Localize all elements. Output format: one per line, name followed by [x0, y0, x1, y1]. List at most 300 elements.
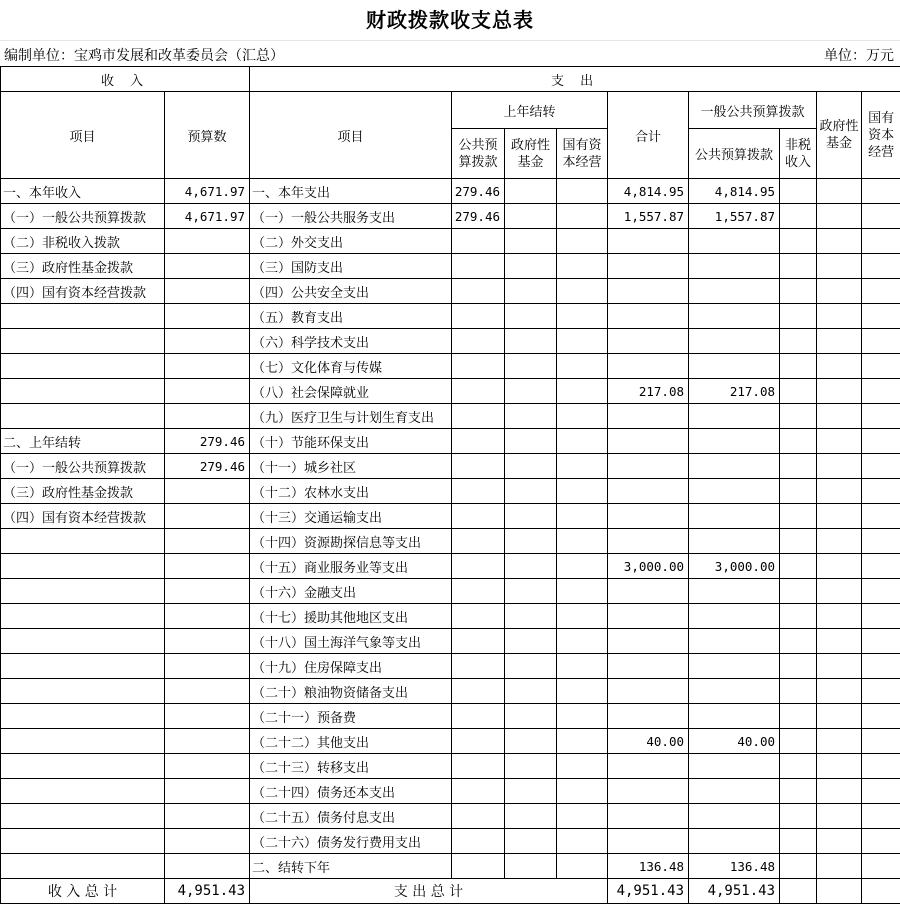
table-row — [1, 354, 900, 379]
budget-table — [0, 66, 900, 904]
income-total-label: 收 入 总 计 — [1, 879, 165, 904]
income-item-cell — [1, 554, 165, 579]
non-tax-amount-cell — [780, 254, 817, 279]
last-year-gov-fund-cell — [505, 329, 557, 354]
non-tax-amount-cell — [780, 679, 817, 704]
income-item-cell — [1, 829, 165, 854]
total-amount-cell: 136.48 — [608, 854, 689, 879]
last-year-gov-fund-cell — [505, 829, 557, 854]
expense-item-cell: （二）外交支出 — [250, 229, 452, 254]
table-row — [1, 304, 900, 329]
expense-item-cell: （六）科学技术支出 — [250, 329, 452, 354]
income-item-cell — [1, 779, 165, 804]
gov-fund-amount-cell — [817, 779, 862, 804]
expense-header: 支 出 — [250, 67, 900, 92]
income-amount-cell — [165, 804, 250, 829]
total-amount-cell — [608, 679, 689, 704]
last-year-state-capital-cell — [557, 754, 608, 779]
non-tax-amount-cell — [780, 329, 817, 354]
income-item-cell — [1, 304, 165, 329]
non-tax-amount-cell — [780, 304, 817, 329]
last-year-public-cell — [452, 279, 505, 304]
table-row — [1, 754, 900, 779]
last-year-state-capital-cell — [557, 354, 608, 379]
last-year-public-cell — [452, 829, 505, 854]
general-public-budget-cell — [689, 579, 780, 604]
compiling-unit: 编制单位：宝鸡市发展和改革委员会（汇总） — [4, 48, 284, 64]
non-tax-amount-cell — [780, 554, 817, 579]
general-public-budget-cell — [689, 704, 780, 729]
table-row — [1, 704, 900, 729]
table-row — [1, 479, 900, 504]
last-year-state-capital-cell — [557, 404, 608, 429]
gov-fund-amount-cell — [817, 529, 862, 554]
expense-item-cell: （十五）商业服务业等支出 — [250, 554, 452, 579]
gov-fund-amount-cell — [817, 654, 862, 679]
state-capital-amount-cell — [862, 654, 900, 679]
gov-fund-amount-cell — [817, 829, 862, 854]
last-year-public-cell — [452, 354, 505, 379]
general-public-budget-cell — [689, 404, 780, 429]
state-capital-amount-cell — [862, 479, 900, 504]
general-public-budget-cell — [689, 454, 780, 479]
state-capital-amount-cell — [862, 729, 900, 754]
expense-item-cell: （十八）国土海洋气象等支出 — [250, 629, 452, 654]
non-tax-amount-cell — [780, 279, 817, 304]
gov-fund-amount-cell — [817, 454, 862, 479]
non-tax-amount-cell — [780, 604, 817, 629]
total-amount-cell — [608, 429, 689, 454]
total-amount-cell: 40.00 — [608, 729, 689, 754]
income-amount-cell: 279.46 — [165, 429, 250, 454]
total-amount-cell: 1,557.87 — [608, 204, 689, 229]
last-year-gov-fund-cell — [505, 229, 557, 254]
income-item-cell — [1, 604, 165, 629]
expense-item-cell: （二十一）预备费 — [250, 704, 452, 729]
last-year-public-cell — [452, 629, 505, 654]
income-amount-cell — [165, 854, 250, 879]
table-row — [1, 729, 900, 754]
income-amount-cell — [165, 679, 250, 704]
total-amount-cell: 3,000.00 — [608, 554, 689, 579]
total-amount-cell — [608, 654, 689, 679]
last-year-state-capital-cell — [557, 604, 608, 629]
last-year-gov-fund-cell — [505, 379, 557, 404]
income-item-cell: （一）一般公共预算拨款 — [1, 454, 165, 479]
last-year-public-cell: 279.46 — [452, 179, 505, 204]
expense-item-cell: （十）节能环保支出 — [250, 429, 452, 454]
last-year-public-cell — [452, 379, 505, 404]
general-public-budget-cell — [689, 504, 780, 529]
general-public-budget-cell — [689, 779, 780, 804]
last-year-gov-fund-cell — [505, 304, 557, 329]
income-amount-cell — [165, 304, 250, 329]
state-capital-amount-cell — [862, 204, 900, 229]
income-amount-cell — [165, 529, 250, 554]
total-amount-cell — [608, 704, 689, 729]
non-tax-amount-cell — [780, 504, 817, 529]
income-amount-cell — [165, 779, 250, 804]
gov-fund-amount-cell — [817, 304, 862, 329]
last-year-gov-fund-cell — [505, 429, 557, 454]
general-public-budget-cell — [689, 604, 780, 629]
general-public-budget-cell — [689, 354, 780, 379]
income-header: 收 入 — [1, 67, 250, 92]
expense-item-cell: （十九）住房保障支出 — [250, 654, 452, 679]
state-capital-amount-cell — [862, 804, 900, 829]
non-tax-amount-cell — [780, 804, 817, 829]
state-capital-amount-cell — [862, 579, 900, 604]
expense-item-cell: （二十五）债务付息支出 — [250, 804, 452, 829]
non-tax-amount-cell — [780, 404, 817, 429]
last-year-state-capital-cell — [557, 204, 608, 229]
general-public-budget-cell — [689, 679, 780, 704]
expense-item-cell: （二十二）其他支出 — [250, 729, 452, 754]
table-row — [1, 379, 900, 404]
expense-item-cell: （四）公共安全支出 — [250, 279, 452, 304]
totals-row — [1, 879, 900, 904]
state-capital-amount-cell — [862, 254, 900, 279]
expense-item-header: 项目 — [250, 92, 452, 179]
non-tax-amount-cell — [780, 479, 817, 504]
last-year-gov-fund-cell — [505, 504, 557, 529]
general-public-budget-cell: 4,814.95 — [689, 179, 780, 204]
general-public-budget-cell — [689, 829, 780, 854]
state-capital-header: 国有资本经营 — [862, 92, 900, 179]
income-amount-cell: 4,671.97 — [165, 204, 250, 229]
table-row — [1, 254, 900, 279]
income-item-cell — [1, 679, 165, 704]
table-row — [1, 229, 900, 254]
last-year-public-cell: 279.46 — [452, 204, 505, 229]
state-capital-amount-cell — [862, 304, 900, 329]
total-amount-cell: 217.08 — [608, 379, 689, 404]
expense-item-cell: （十七）援助其他地区支出 — [250, 604, 452, 629]
expense-item-cell: 二、结转下年 — [250, 854, 452, 879]
expense-item-cell: （二十）粮油物资储备支出 — [250, 679, 452, 704]
expense-item-cell: （二十三）转移支出 — [250, 754, 452, 779]
last-year-public-cell — [452, 754, 505, 779]
table-row — [1, 604, 900, 629]
expense-item-cell: （十二）农林水支出 — [250, 479, 452, 504]
income-item-cell — [1, 704, 165, 729]
income-item-cell: 一、本年收入 — [1, 179, 165, 204]
gov-fund-amount-cell — [817, 629, 862, 654]
general-public-budget-cell — [689, 229, 780, 254]
state-capital-amount-cell — [862, 179, 900, 204]
income-amount-cell — [165, 554, 250, 579]
income-amount-cell — [165, 629, 250, 654]
last-year-gov-fund-cell — [505, 579, 557, 604]
last-year-gov-fund-cell — [505, 804, 557, 829]
expense-item-cell: （五）教育支出 — [250, 304, 452, 329]
income-amount-cell — [165, 229, 250, 254]
income-item-cell — [1, 729, 165, 754]
state-capital-amount-cell — [862, 754, 900, 779]
total-header: 合计 — [608, 92, 689, 179]
total-amount-cell — [608, 629, 689, 654]
general-public-budget-cell: 217.08 — [689, 379, 780, 404]
budget-header: 预算数 — [165, 92, 250, 179]
last-year-state-capital-cell — [557, 829, 608, 854]
last-year-state-capital-cell — [557, 304, 608, 329]
last-year-gov-fund-cell — [505, 704, 557, 729]
income-amount-cell — [165, 504, 250, 529]
expense-item-cell: （三）国防支出 — [250, 254, 452, 279]
income-item-cell: （一）一般公共预算拨款 — [1, 204, 165, 229]
last-year-gov-fund-cell — [505, 554, 557, 579]
income-amount-cell — [165, 829, 250, 854]
gov-fund-amount-cell — [817, 754, 862, 779]
gov-fund-header: 政府性基金 — [817, 92, 862, 179]
income-amount-cell — [165, 379, 250, 404]
total-amount-cell: 4,814.95 — [608, 179, 689, 204]
income-item-cell — [1, 654, 165, 679]
total-amount-cell — [608, 479, 689, 504]
expense-item-cell: （十一）城乡社区 — [250, 454, 452, 479]
gov-fund-amount-cell — [817, 229, 862, 254]
last-year-state-capital-cell — [557, 379, 608, 404]
last-year-gov-fund-cell — [505, 654, 557, 679]
income-item-cell — [1, 529, 165, 554]
table-row — [1, 829, 900, 854]
last-year-state-capital-cell — [557, 179, 608, 204]
income-amount-cell: 4,671.97 — [165, 179, 250, 204]
expense-total-label: 支 出 总 计 — [250, 879, 608, 904]
gov-fund-amount-cell — [817, 679, 862, 704]
total-amount-cell — [608, 754, 689, 779]
last-year-gov-fund-cell — [505, 179, 557, 204]
last-year-public-cell — [452, 579, 505, 604]
state-capital-amount-cell — [862, 229, 900, 254]
last-year-gov-fund-cell — [505, 679, 557, 704]
total-amount-cell — [608, 229, 689, 254]
last-year-state-capital-cell — [557, 479, 608, 504]
last-year-state-capital-cell — [557, 854, 608, 879]
table-row — [1, 404, 900, 429]
state-capital-amount-cell — [862, 354, 900, 379]
state-capital-amount-cell — [862, 704, 900, 729]
total-amount-cell — [608, 779, 689, 804]
last-year-public-cell — [452, 479, 505, 504]
state-capital-amount-cell — [862, 679, 900, 704]
state-capital-amount-cell — [862, 404, 900, 429]
expense-item-cell: （二十四）债务还本支出 — [250, 779, 452, 804]
last-year-state-capital-cell — [557, 504, 608, 529]
income-amount-cell — [165, 404, 250, 429]
last-year-public-cell — [452, 854, 505, 879]
non-tax-amount-cell — [780, 829, 817, 854]
income-item-header: 项目 — [1, 92, 165, 179]
non-tax-amount-cell — [780, 579, 817, 604]
gov-fund-amount-cell — [817, 204, 862, 229]
general-public-budget-cell — [689, 279, 780, 304]
total-amount-cell — [608, 279, 689, 304]
general-public-budget-cell: 3,000.00 — [689, 554, 780, 579]
general-public-budget-cell — [689, 429, 780, 454]
income-item-cell — [1, 379, 165, 404]
general-public-budget-cell: 136.48 — [689, 854, 780, 879]
non-tax-amount-cell — [780, 454, 817, 479]
report-title: 财政拨款收支总表 — [366, 8, 534, 32]
general-public-budget-cell — [689, 629, 780, 654]
state-capital-amount-cell — [862, 554, 900, 579]
total-amount-cell — [608, 304, 689, 329]
state-capital-amount-cell — [862, 629, 900, 654]
last-year-gov-fund-cell — [505, 354, 557, 379]
expense-item-cell: （七）文化体育与传媒 — [250, 354, 452, 379]
table-row — [1, 504, 900, 529]
table-row — [1, 579, 900, 604]
non-tax-amount-cell — [780, 854, 817, 879]
gov-fund-amount-cell — [817, 579, 862, 604]
state-capital-amount-cell — [862, 829, 900, 854]
last-year-gov-fund-cell — [505, 254, 557, 279]
income-item-cell: （二）非税收入拨款 — [1, 229, 165, 254]
state-capital-amount-cell — [862, 504, 900, 529]
general-public-total: 4,951.43 — [689, 879, 780, 904]
income-item-cell — [1, 579, 165, 604]
last-year-state-capital-cell — [557, 779, 608, 804]
table-row — [1, 854, 900, 879]
income-item-cell — [1, 754, 165, 779]
last-year-state-capital-cell — [557, 679, 608, 704]
non-tax-amount-cell — [780, 754, 817, 779]
last-year-public-cell — [452, 604, 505, 629]
gp-public-budget-header: 公共预算拨款 — [689, 129, 780, 179]
income-item-cell: 二、上年结转 — [1, 429, 165, 454]
last-year-public-cell — [452, 504, 505, 529]
last-year-gov-fund-cell — [505, 854, 557, 879]
income-amount-cell — [165, 254, 250, 279]
last-year-public-cell — [452, 254, 505, 279]
table-row — [1, 204, 900, 229]
non-tax-amount-cell — [780, 654, 817, 679]
state-capital-amount-cell — [862, 604, 900, 629]
income-item-cell: （四）国有资本经营拨款 — [1, 504, 165, 529]
non-tax-amount-cell — [780, 379, 817, 404]
table-row — [1, 279, 900, 304]
last-year-gov-fund-cell — [505, 204, 557, 229]
general-public-header: 一般公共预算拨款 — [689, 92, 817, 129]
gov-fund-amount-cell — [817, 804, 862, 829]
table-row — [1, 179, 900, 204]
last-year-gov-fund-cell — [505, 529, 557, 554]
last-year-state-capital-cell — [557, 529, 608, 554]
general-public-budget-cell — [689, 754, 780, 779]
last-year-public-cell — [452, 304, 505, 329]
last-year-gov-fund-cell — [505, 754, 557, 779]
total-amount-cell — [608, 354, 689, 379]
table-row — [1, 429, 900, 454]
total-amount-cell — [608, 604, 689, 629]
gov-fund-amount-cell — [817, 354, 862, 379]
general-public-budget-cell — [689, 304, 780, 329]
table-row — [1, 679, 900, 704]
last-year-state-capital-cell — [557, 579, 608, 604]
income-amount-cell — [165, 654, 250, 679]
general-public-budget-cell — [689, 329, 780, 354]
general-public-budget-cell — [689, 479, 780, 504]
income-item-cell — [1, 804, 165, 829]
general-public-budget-cell — [689, 654, 780, 679]
general-public-budget-cell — [689, 804, 780, 829]
income-item-cell: （三）政府性基金拨款 — [1, 479, 165, 504]
expense-item-cell: 一、本年支出 — [250, 179, 452, 204]
state-capital-amount-cell — [862, 454, 900, 479]
non-tax-amount-cell — [780, 229, 817, 254]
income-item-cell — [1, 629, 165, 654]
state-capital-amount-cell — [862, 779, 900, 804]
currency-unit: 单位：万元 — [824, 48, 894, 64]
general-public-budget-cell — [689, 254, 780, 279]
last-year-gov-fund-cell — [505, 454, 557, 479]
income-amount-cell — [165, 754, 250, 779]
last-year-public-cell — [452, 654, 505, 679]
expense-item-cell: （十四）资源勘探信息等支出 — [250, 529, 452, 554]
non-tax-header: 非税收入 — [780, 129, 817, 179]
last-year-gov-fund-cell — [505, 279, 557, 304]
header-row-1 — [1, 67, 900, 92]
table-row — [1, 629, 900, 654]
income-item-cell — [1, 854, 165, 879]
non-tax-amount-cell — [780, 629, 817, 654]
last-year-public-cell — [452, 454, 505, 479]
last-year-public-cell — [452, 529, 505, 554]
income-amount-cell — [165, 704, 250, 729]
last-year-state-capital-cell — [557, 654, 608, 679]
income-amount-cell — [165, 279, 250, 304]
general-public-budget-cell: 40.00 — [689, 729, 780, 754]
expense-item-cell: （八）社会保障就业 — [250, 379, 452, 404]
gov-fund-amount-cell — [817, 854, 862, 879]
income-item-cell: （三）政府性基金拨款 — [1, 254, 165, 279]
income-amount-cell — [165, 354, 250, 379]
non-tax-amount-cell — [780, 429, 817, 454]
income-amount-cell — [165, 579, 250, 604]
gov-fund-amount-cell — [817, 604, 862, 629]
state-capital-amount-cell — [862, 329, 900, 354]
total-amount-cell — [608, 529, 689, 554]
last-year-state-capital-cell — [557, 804, 608, 829]
gov-fund-amount-cell — [817, 329, 862, 354]
table-row — [1, 804, 900, 829]
non-tax-amount-cell — [780, 529, 817, 554]
general-public-budget-cell — [689, 529, 780, 554]
last-year-public-cell — [452, 329, 505, 354]
income-amount-cell: 279.46 — [165, 454, 250, 479]
last-year-state-capital-cell — [557, 454, 608, 479]
header-row-2 — [1, 92, 900, 129]
income-item-cell: （四）国有资本经营拨款 — [1, 279, 165, 304]
table-row — [1, 654, 900, 679]
table-row — [1, 554, 900, 579]
expense-item-cell: （九）医疗卫生与计划生育支出 — [250, 404, 452, 429]
income-amount-cell — [165, 604, 250, 629]
last-year-public-cell — [452, 804, 505, 829]
report-meta — [0, 40, 900, 66]
non-tax-amount-cell — [780, 204, 817, 229]
total-amount-cell — [608, 829, 689, 854]
last-year-state-capital-cell — [557, 554, 608, 579]
last-year-public-cell — [452, 779, 505, 804]
gov-fund-total — [817, 879, 862, 904]
table-row — [1, 779, 900, 804]
gov-fund-amount-cell — [817, 429, 862, 454]
total-amount-cell — [608, 329, 689, 354]
expense-total-amount: 4,951.43 — [608, 879, 689, 904]
last-year-gov-fund-cell — [505, 779, 557, 804]
